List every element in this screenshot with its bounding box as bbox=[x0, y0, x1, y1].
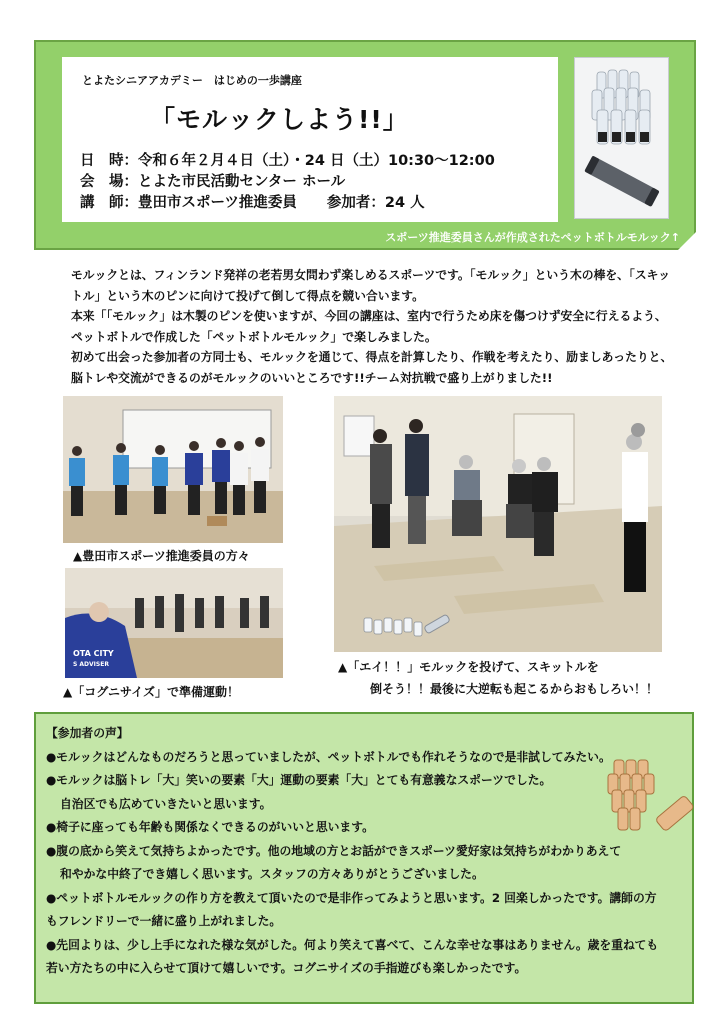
intro-paragraph-3: 初めて出会った参加者の方同士も、モルックを通じて、得点を計算したり、作戦を考えたり、励ましあったりと、脳トレや交流ができるのがモルックのいいところです!!チーム対抗戦で盛り上がりました!! bbox=[70, 350, 673, 385]
voice-item: ●腹の底から笑えて気持ちよかったです。他の地域の方とお話ができスポーツ愛好家は気持ちがわかりあえて bbox=[46, 843, 622, 858]
folded-corner bbox=[678, 232, 696, 250]
date-row: 日 時：令和６年２月４日（土）・24 日（土）10:30～12:00 bbox=[80, 153, 495, 169]
intro-paragraph-2: 本来「「モルック」は木製のピンを使いますが、今回の講座は、室内で行うため床を傷つけず安全に行えるよう、ペットボトルで作成した「ペットボトルモルック」で楽しみました。 bbox=[70, 309, 667, 344]
shirt-text-city: OTA CITY bbox=[73, 649, 114, 658]
voice-item: ●ペットボトルモルックの作り方を教えて頂いたので是非作ってみようと思います。2 回楽しかったです。講師の方 bbox=[46, 890, 657, 905]
voice-item-cont: もフレンドリーで一緒に盛り上がれました。 bbox=[46, 914, 282, 928]
page-title: 「モルックしよう!!」 bbox=[150, 105, 409, 134]
intro-text bbox=[58, 265, 678, 388]
caption-cognicise: ▲「コグニサイズ」で準備運動！ bbox=[63, 685, 240, 699]
photo-cognicise-warmup bbox=[65, 568, 283, 678]
voices-heading: 【参加者の声】 bbox=[46, 726, 129, 740]
lecturer-text: 講 師：豊田市スポーツ推進委員 bbox=[80, 195, 297, 211]
voice-item: ●モルックは脳トレ「大」笑いの要素「大」運動の要素「大」とても有意義なスポーツでした。 bbox=[46, 773, 552, 787]
voice-item-cont: 自治区でも広めていきたいと思います。 bbox=[60, 796, 272, 811]
venue-row: 会 場：とよた市民活動センター ホール bbox=[80, 174, 346, 190]
photo-committee-members bbox=[63, 396, 283, 543]
caption-game-line2: 倒そう！！最後に大逆転も起こるからおもしろい！！ bbox=[370, 682, 659, 696]
pet-bottle-molkky-photo bbox=[574, 57, 669, 219]
series-name: とよたシニアアカデミー はじめの一歩講座 bbox=[82, 74, 302, 87]
lecturer-row bbox=[80, 191, 425, 212]
photo-molkky-game bbox=[334, 396, 662, 652]
caption-game-line1: ▲「エイ！！」モルックを投げて、スキットルを bbox=[338, 660, 599, 674]
voice-item: ●先回よりは、少し上手になれた様な気がした。何より笑えて喜べて、こんな幸せな事はありません。歳を重ねても bbox=[46, 937, 659, 952]
intro-paragraph-1: モルックとは、フィンランド発祥の老若男女問わず楽しめるスポーツです。「モルック」という木の棒を、「スキットル」という木のピンに向けて投げて倒して得点を競い合います。 bbox=[70, 268, 671, 303]
participants-count: 参加者：24 人 bbox=[326, 195, 425, 211]
caption-committee: ▲豊田市スポーツ推進委員の方々 bbox=[73, 549, 250, 563]
skittles-illustration bbox=[594, 756, 694, 846]
voice-item-cont: 和やかな中終了でき嬉しく思います。スタッフの方々ありがとうございました。 bbox=[60, 867, 484, 881]
voice-item: ●モルックはどんなものだろうと思っていましたが、ペットボトルでも作れそうなので是非試してみたい。 bbox=[46, 749, 611, 764]
participant-voices bbox=[46, 722, 686, 981]
voice-item: ●椅子に座っても年齢も関係なくできるのがいいと思います。 bbox=[46, 820, 374, 834]
shirt-text-adviser: S ADVISER bbox=[73, 661, 109, 668]
voice-item-cont: 若い方たちの中に入らせて頂けて嬉しいです。コグニサイズの手指遊びも楽しかったです。 bbox=[46, 961, 527, 975]
pet-bottle-pins-illustration bbox=[575, 58, 668, 218]
header-photo-caption: スポーツ推進委員さんが作成されたペットボトルモルック↑ bbox=[385, 231, 680, 244]
